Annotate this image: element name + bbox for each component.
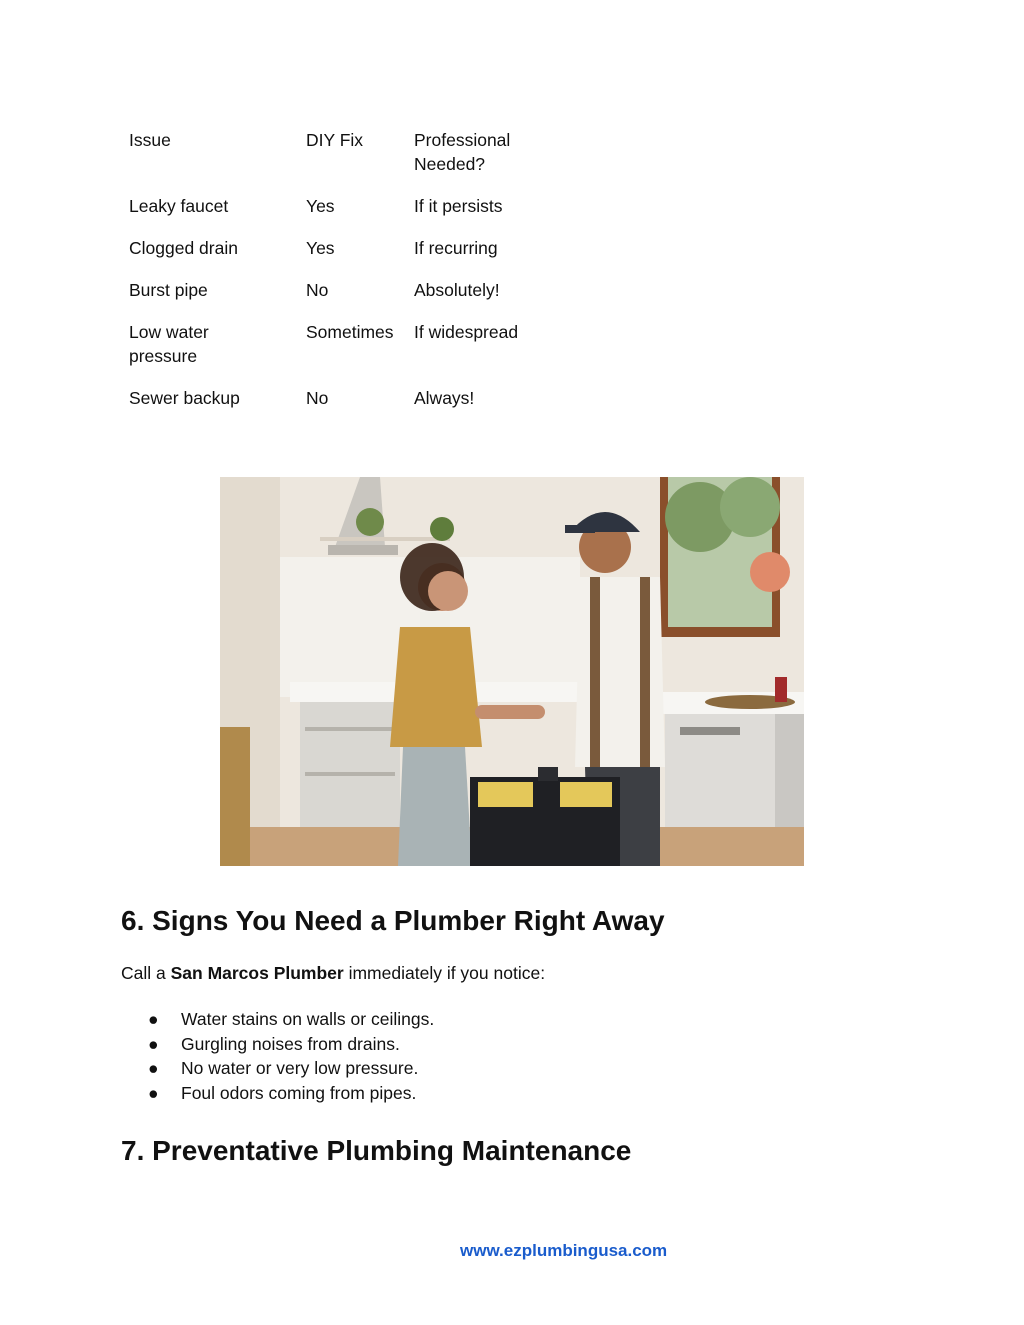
list-item-text: Water stains on walls or ceilings. <box>181 1009 435 1029</box>
intro-prefix: Call a <box>121 963 171 983</box>
cell-pro: If recurring <box>414 238 498 258</box>
list-item <box>148 1032 434 1057</box>
cell-diy: No <box>306 280 329 300</box>
bullet-icon: ● <box>148 1082 159 1103</box>
list-item <box>148 1056 434 1081</box>
cell-issue: Burst pipe <box>129 280 208 300</box>
intro-bold-keyword: San Marcos Plumber <box>170 963 344 983</box>
list-item <box>148 1081 434 1106</box>
cell-pro: Absolutely! <box>414 280 500 300</box>
section-6-intro <box>121 963 545 984</box>
header-professional-needed: Professional Needed? <box>414 130 511 174</box>
bullet-icon: ● <box>148 1009 159 1029</box>
cell-diy: Yes <box>306 238 335 258</box>
cell-issue: Clogged drain <box>129 238 238 258</box>
cell-issue: Low water pressure <box>129 322 209 366</box>
cell-issue: Sewer backup <box>129 388 240 408</box>
cell-diy: Sometimes <box>306 322 394 342</box>
section-7-heading: 7. Preventative Plumbing Maintenance <box>121 1135 632 1166</box>
list-item <box>148 1007 434 1032</box>
list-item-text: Foul odors coming from pipes. <box>181 1082 417 1103</box>
plumber-handshake-photo <box>220 477 804 866</box>
cell-diy: Yes <box>306 196 335 216</box>
bullet-icon: ● <box>148 1033 159 1054</box>
bullet-icon: ● <box>148 1058 159 1078</box>
intro-suffix: immediately if you notice: <box>343 963 546 983</box>
cell-diy: No <box>306 388 329 408</box>
cell-pro: If it persists <box>414 196 503 216</box>
list-item-text: No water or very low pressure. <box>181 1058 419 1078</box>
cell-issue: Leaky faucet <box>129 196 229 216</box>
signs-list <box>148 1007 434 1105</box>
section-6-heading: 6. Signs You Need a Plumber Right Away <box>121 905 665 936</box>
footer-website-link[interactable]: www.ezplumbingusa.com <box>460 1241 668 1260</box>
header-diy-fix: DIY Fix <box>306 130 364 150</box>
cell-pro: Always! <box>414 388 475 408</box>
cell-pro: If widespread <box>414 322 519 342</box>
header-issue: Issue <box>129 130 171 150</box>
list-item-text: Gurgling noises from drains. <box>181 1033 400 1054</box>
